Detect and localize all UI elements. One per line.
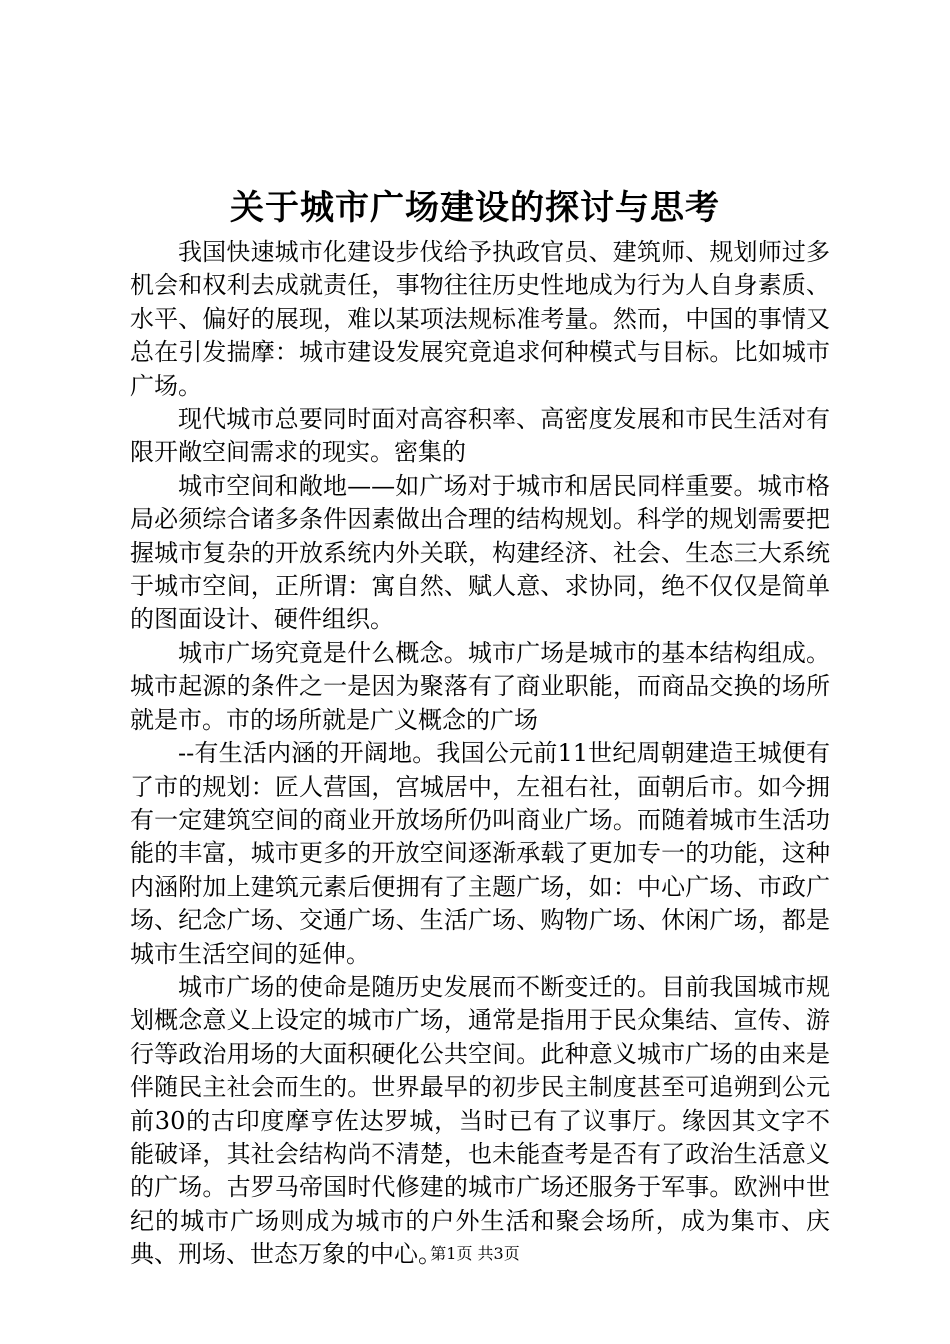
paragraph-3: 城市空间和敞地——如广场对于城市和居民同样重要。城市格局必须综合诸多条件因素做出合理的结构规划。科学的规划需要把握城市复杂的开放系统内外关联，构建经济、社会、生态三大系统于城市空间，正所谓：寓自然、赋人意、求协同，绝不仅仅是简单的图面设计、硬件组织。 <box>130 471 830 634</box>
paragraph-4: 城市广场究竟是什么概念。城市广场是城市的基本结构组成。城市起源的条件之一是因为聚落有了商业职能，而商品交换的场所就是市。市的场所就是广义概念的广场 <box>130 638 830 734</box>
paragraph-2: 现代城市总要同时面对高容积率、高密度发展和市民生活对有限开敞空间需求的现实。密集的 <box>130 405 830 467</box>
document-body <box>130 236 830 1272</box>
document-title: 关于城市广场建设的探讨与思考 <box>230 188 720 228</box>
paragraph-5: --有生活内涵的开阔地。我国公元前11世纪周朝建造王城便有了市的规划：匠人营国，宫城居中，左祖右社，面朝后市。如今拥有一定建筑空间的商业开放场所仍叫商业广场。而随着城市生活功能的丰富，城市更多的开放空间逐渐承载了更加专一的功能，这种内涵附加上建筑元素后便拥有了主题广场，如：中心广场、市政广场、纪念广场、交通广场、生活广场、购物广场、休闲广场，都是城市生活空间的延伸。 <box>130 739 830 968</box>
paragraph-1: 我国快速城市化建设步伐给予执政官员、建筑师、规划师过多机会和权利去成就责任，事物往往历史性地成为行为人自身素质、水平、偏好的展现，难以某项法规标准考量。然而，中国的事情又总在引发揣摩：城市建设发展究竟追求何种模式与目标。比如城市广场。 <box>130 238 830 400</box>
paragraph-6: 城市广场的使命是随历史发展而不断变迁的。目前我国城市规划概念意义上设定的城市广场，通常是指用于民众集结、宣传、游行等政治用场的大面积硬化公共空间。此种意义城市广场的由来是伴随民主社会而生的。世界最早的初步民主制度甚至可追朔到公元前30的古印度摩亨佐达罗城，当时已有了议事厅。缘因其文字不能破译，其社会结构尚不清楚，也未能查考是否有了政治生活意义的广场。古罗马帝国时代修建的城市广场还服务于军事。欧洲中世纪的城市广场则成为城市的户外生活和聚会场所，成为集市、庆典、刑场、世态万象的中心。 <box>130 972 830 1269</box>
page-number-footer: 第1页 共3页 <box>430 1244 520 1263</box>
